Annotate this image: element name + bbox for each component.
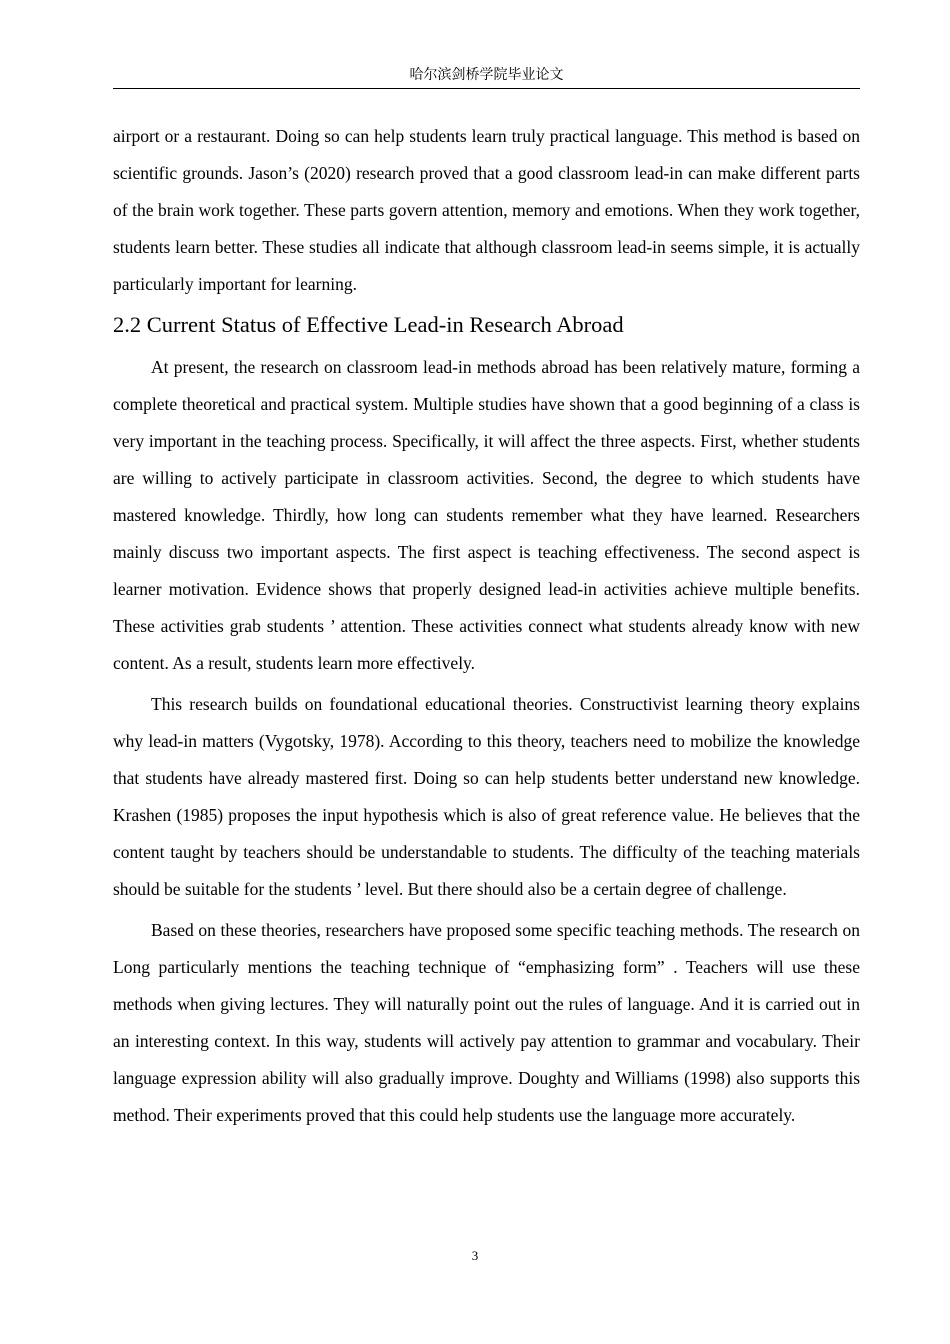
body-paragraph-1: At present, the research on classroom lead-in methods abroad has been relatively mature, forming a complete theoretical and practical system. Multiple studies have shown that a good beginning of a class is very important in the teaching process. Specifically, it will affect the three aspects. First, whether students are willing to actively participate in classroom activities. Second, the degree to which students have mastered knowledge. Thirdly, how long can students remember what they have learned. Researchers mainly discuss two important aspects. The first aspect is teaching effectiveness. The second aspect is learner motivation. Evidence shows that properly designed lead-in activities achieve multiple benefits. These activities grab students ’ attention. These activities connect what students already know with new content. As a result, students learn more effectively. bbox=[113, 357, 860, 673]
section-heading: 2.2 Current Status of Effective Lead-in Research Abroad bbox=[113, 312, 624, 337]
continued-paragraph: airport or a restaurant. Doing so can help students learn truly practical language. This method is based on scientific grounds. Jason’s (2020) research proved that a good classroom lead-in can make different parts of the brain work together. These parts govern attention, memory and emotions. When they work together, students learn better. These studies all indicate that although classroom lead-in seems simple, it is actually particularly important for learning. bbox=[113, 126, 860, 294]
body-paragraph-3: Based on these theories, researchers have proposed some specific teaching methods. The research on Long particularly mentions the teaching technique of “emphasizing form” . Teachers will use these methods when giving lectures. They will naturally point out the rules of language. And it is carried out in an interesting context. In this way, students will actively pay attention to grammar and vocabulary. Their language expression ability will also gradually improve. Doughty and Williams (1998) also supports this method. Their experiments proved that this could help students use the language more accurately. bbox=[113, 920, 860, 1125]
page-number: 3 bbox=[471, 1248, 479, 1263]
main-content bbox=[113, 118, 860, 1134]
page-header: 哈尔滨剑桥学院毕业论文 bbox=[113, 64, 860, 89]
body-paragraph-2: This research builds on foundational educational theories. Constructivist learning theory explains why lead-in matters (Vygotsky, 1978). According to this theory, teachers need to mobilize the knowledge that students have already mastered first. Doing so can help students better understand new knowledge. Krashen (1985) proposes the input hypothesis which is also of great reference value. He believes that the content taught by teachers should be understandable to students. The difficulty of the teaching materials should be suitable for the students ’ level. But there should also be a certain degree of challenge. bbox=[113, 694, 860, 899]
